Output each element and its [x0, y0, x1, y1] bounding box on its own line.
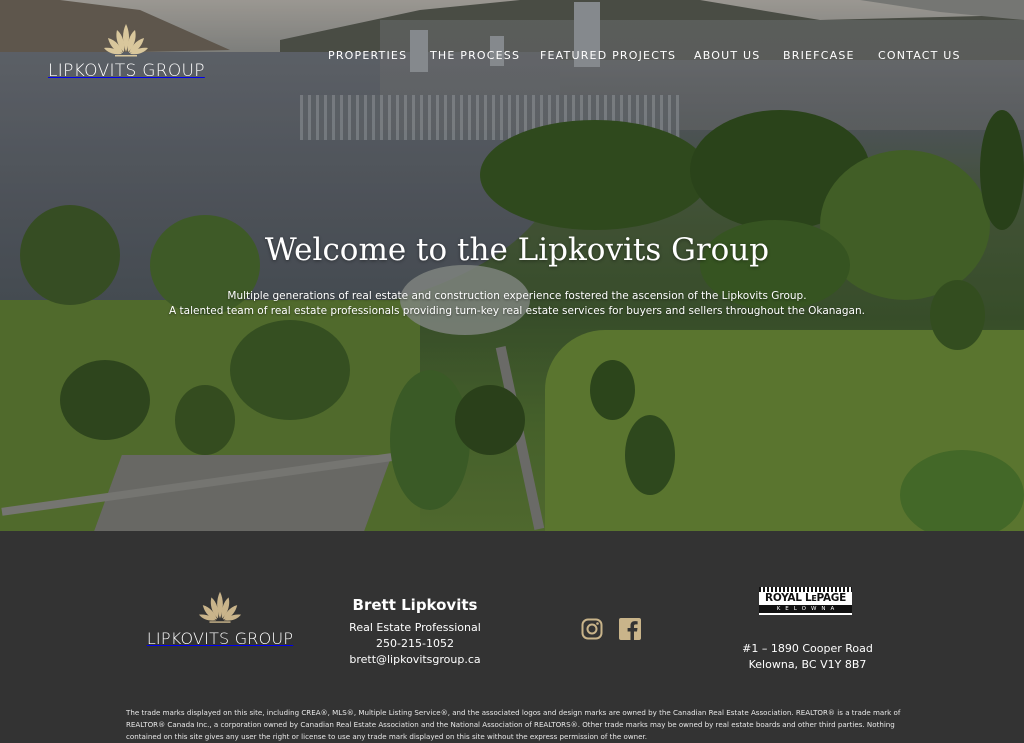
trademark-disclaimer: The trade marks displayed on this site, including CREA®, MLS®, Multiple Listing Service®, and the associated logos and design marks are owned by the Canadian Real Estate Association. REALTOR® is a trade mark of REALTOR® Canada Inc., a corporation owned by Canadian Real Estate Association and the National Association of REALTORS®. Other trade marks may be owned by real estate boards and other third parties. Nothing contained on this site gives any user the right or license to use any trade mark displayed on this site without the express permission of the owner.	[126, 708, 901, 741]
instagram-link[interactable]	[581, 618, 603, 644]
rlp-name-part2: E	[811, 594, 817, 603]
footer	[0, 531, 1024, 743]
footer-logo-text: LIPKOVITS GROUP	[146, 629, 294, 648]
address-line1: #1 – 1890 Cooper Road	[742, 642, 873, 655]
contact-phone-link[interactable]: 250-215-1052	[376, 637, 454, 650]
nav-item-briefcase[interactable]: BRIEFCASE	[783, 49, 855, 62]
logo-text: LIPKOVITS GROUP	[48, 61, 205, 81]
rlp-name-part3: PAGE	[816, 592, 846, 604]
address-line2: Kelowna, BC V1Y 8B7	[748, 658, 867, 671]
contact-email-link[interactable]: brett@lipkovitsgroup.ca	[349, 653, 481, 666]
nav-item-the-process[interactable]: THE PROCESS	[430, 49, 521, 62]
rlp-name-part1: ROYAL L	[765, 592, 812, 604]
hero-subtitle-line1: Multiple generations of real estate and construction experience fostered the ascension of the Lipkovits Group.	[227, 290, 807, 302]
facebook-icon	[619, 618, 641, 640]
rlp-sub: KELOWNA	[759, 605, 852, 613]
instagram-icon	[581, 618, 603, 640]
hero-subtitle-line2: A talented team of real estate professionals providing turn-key real estate services for buyers and sellers throughout the Okanagan.	[169, 305, 865, 317]
contact-title: Real Estate Professional	[349, 621, 481, 634]
nav-item-properties[interactable]: PROPERTIES	[328, 49, 408, 62]
nav-item-featured-projects[interactable]: FEATURED PROJECTS	[540, 49, 677, 62]
office-address	[735, 641, 880, 673]
main-nav	[0, 49, 1024, 63]
lotus-icon	[198, 589, 242, 625]
contact-name: Brett Lipkovits	[352, 596, 478, 614]
contact-block	[340, 596, 490, 668]
royal-lepage-logo	[759, 587, 854, 615]
hero-title: Welcome to the Lipkovits Group	[264, 232, 770, 268]
rlp-name	[759, 592, 852, 605]
facebook-link[interactable]	[619, 618, 641, 644]
nav-item-about-us[interactable]: ABOUT US	[694, 49, 761, 62]
nav-item-contact-us[interactable]: CONTACT US	[878, 49, 961, 62]
footer-logo[interactable]	[145, 589, 295, 648]
